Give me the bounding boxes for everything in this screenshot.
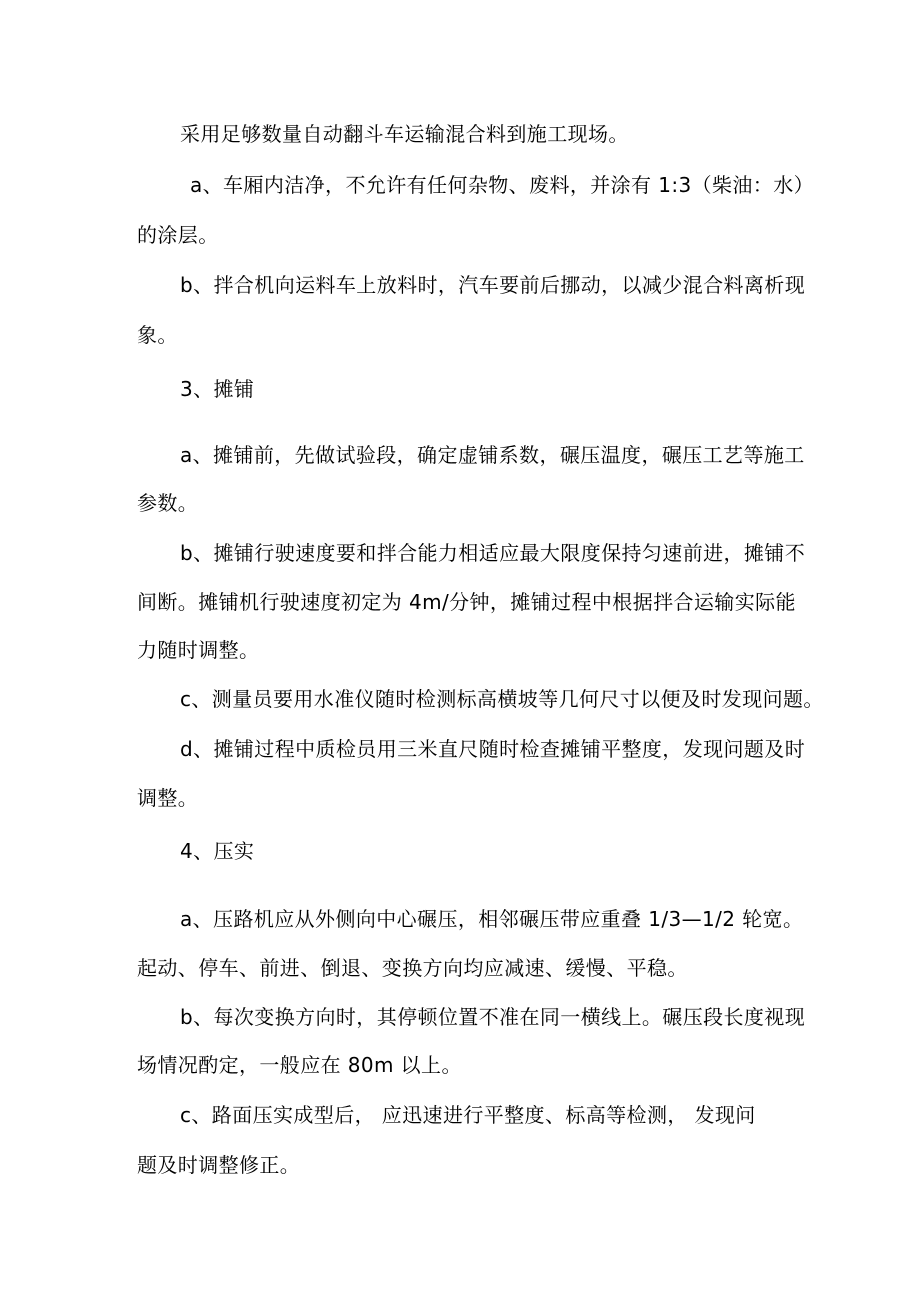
paragraph-line: b、每次变换方向时，其停顿位置不准在同一横线上。碾压段长度视现 bbox=[180, 1005, 806, 1029]
paragraph-line: a、压路机应从外侧向中心碾压，相邻碾压带应重叠 1/3—1/2 轮宽。 bbox=[180, 907, 804, 931]
paragraph-line: 参数。 bbox=[137, 491, 199, 515]
paragraph-line: 场情况酌定，一般应在 80m 以上。 bbox=[137, 1053, 462, 1077]
paragraph-line: 题及时调整修正。 bbox=[137, 1153, 301, 1177]
paragraph-line: 间断。摊铺机行驶速度初定为 4m/分钟，摊铺过程中根据拌合运输实际能 bbox=[137, 590, 796, 614]
paragraph-line: 力随时调整。 bbox=[137, 638, 260, 662]
paragraph-line: 象。 bbox=[137, 323, 178, 347]
paragraph-line: c、测量员要用水准仪随时检测标高横坡等几何尺寸以便及时发现问题。 bbox=[180, 687, 824, 711]
paragraph-line: a、摊铺前，先做试验段，确定虚铺系数，碾压温度，碾压工艺等施工 bbox=[180, 443, 805, 467]
paragraph-line: b、拌合机向运料车上放料时，汽车要前后挪动，以减少混合料离析现 bbox=[180, 273, 806, 297]
paragraph-line: b、摊铺行驶速度要和拌合能力相适应最大限度保持匀速前进，摊铺不 bbox=[180, 541, 806, 565]
paragraph-line: 起动、停车、前进、倒退、变换方向均应减速、缓慢、平稳。 bbox=[137, 956, 688, 980]
section-heading: 3、摊铺 bbox=[180, 377, 255, 401]
paragraph-line: c、路面压实成型后， 应迅速进行平整度、标高等检测， 发现问 bbox=[180, 1103, 756, 1127]
paragraph-line: a、车厢内洁净，不允许有任何杂物、废料，并涂有 1:3（柴油：水） bbox=[190, 173, 815, 197]
paragraph-line: d、摊铺过程中质检员用三米直尺随时检查摊铺平整度，发现问题及时 bbox=[180, 737, 806, 761]
paragraph-line: 采用足够数量自动翻斗车运输混合料到施工现场。 bbox=[180, 122, 629, 146]
section-heading: 4、压实 bbox=[180, 839, 255, 863]
paragraph-line: 调整。 bbox=[137, 786, 199, 810]
paragraph-line: 的涂层。 bbox=[137, 223, 219, 247]
